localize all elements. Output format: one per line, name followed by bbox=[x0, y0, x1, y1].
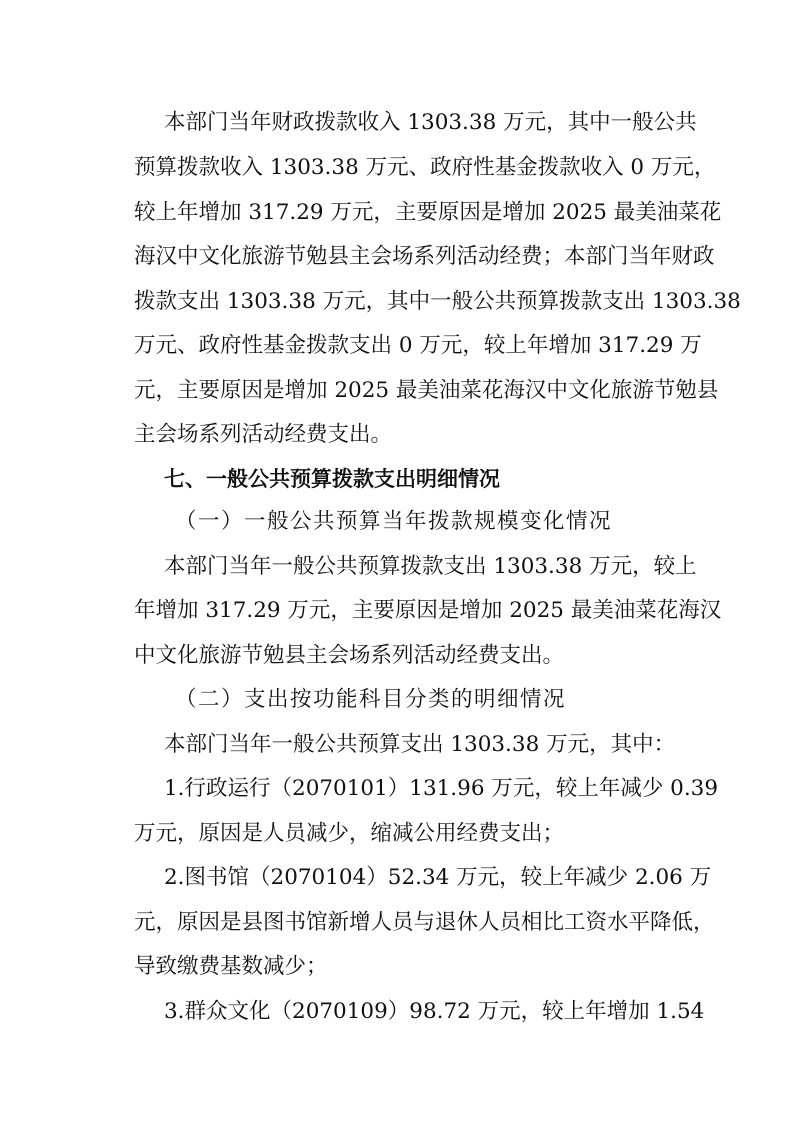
paragraph-line: 主会场系列活动经费支出。 bbox=[134, 422, 393, 447]
paragraph-line: 预算拨款收入 1303.38 万元、政府性基金拨款收入 0 万元， bbox=[134, 155, 716, 180]
list-item-line: 1.行政运行（2070101）131.96 万元，较上年减少 0.39 bbox=[164, 776, 719, 801]
paragraph-line: 本部门当年一般公共预算支出 1303.38 万元，其中： bbox=[164, 732, 676, 757]
paragraph-line: 元，主要原因是增加 2025 最美油菜花海汉中文化旅游节勉县 bbox=[134, 378, 719, 403]
paragraph-line: 中文化旅游节勉县主会场系列活动经费支出。 bbox=[134, 643, 565, 668]
list-item-line: 导致缴费基数减少； bbox=[134, 954, 328, 979]
paragraph-line: 年增加 317.29 万元，主要原因是增加 2025 最美油菜花海汉 bbox=[134, 598, 722, 623]
subsection-heading: （一）一般公共预算当年拨款规模变化情况 bbox=[175, 509, 613, 534]
paragraph-line: 较上年增加 317.29 万元，主要原因是增加 2025 最美油菜花 bbox=[134, 200, 722, 225]
list-item-line: 万元，原因是人员减少，缩减公用经费支出； bbox=[134, 821, 565, 846]
paragraph-line: 拨款支出 1303.38 万元，其中一般公共预算拨款支出 1303.38 bbox=[134, 289, 741, 314]
subsection-heading: （二）支出按功能科目分类的明细情况 bbox=[175, 687, 567, 712]
section-heading: 七、一般公共预算拨款支出明细情况 bbox=[164, 467, 500, 491]
paragraph-line: 本部门当年一般公共预算拨款支出 1303.38 万元，较上 bbox=[164, 554, 697, 579]
list-item-line: 3.群众文化（2070109）98.72 万元，较上年增加 1.54 bbox=[164, 999, 705, 1024]
paragraph-line: 万元、政府性基金拨款支出 0 万元，较上年增加 317.29 万 bbox=[134, 333, 702, 358]
list-item-line: 2.图书馆（2070104）52.34 万元，较上年减少 2.06 万 bbox=[164, 865, 712, 890]
paragraph-line: 本部门当年财政拨款收入 1303.38 万元，其中一般公共 bbox=[164, 110, 697, 135]
paragraph-line: 海汉中文化旅游节勉县主会场系列活动经费；本部门当年财政 bbox=[134, 244, 715, 269]
list-item-line: 元，原因是县图书馆新增人员与退休人员相比工资水平降低， bbox=[134, 910, 715, 935]
